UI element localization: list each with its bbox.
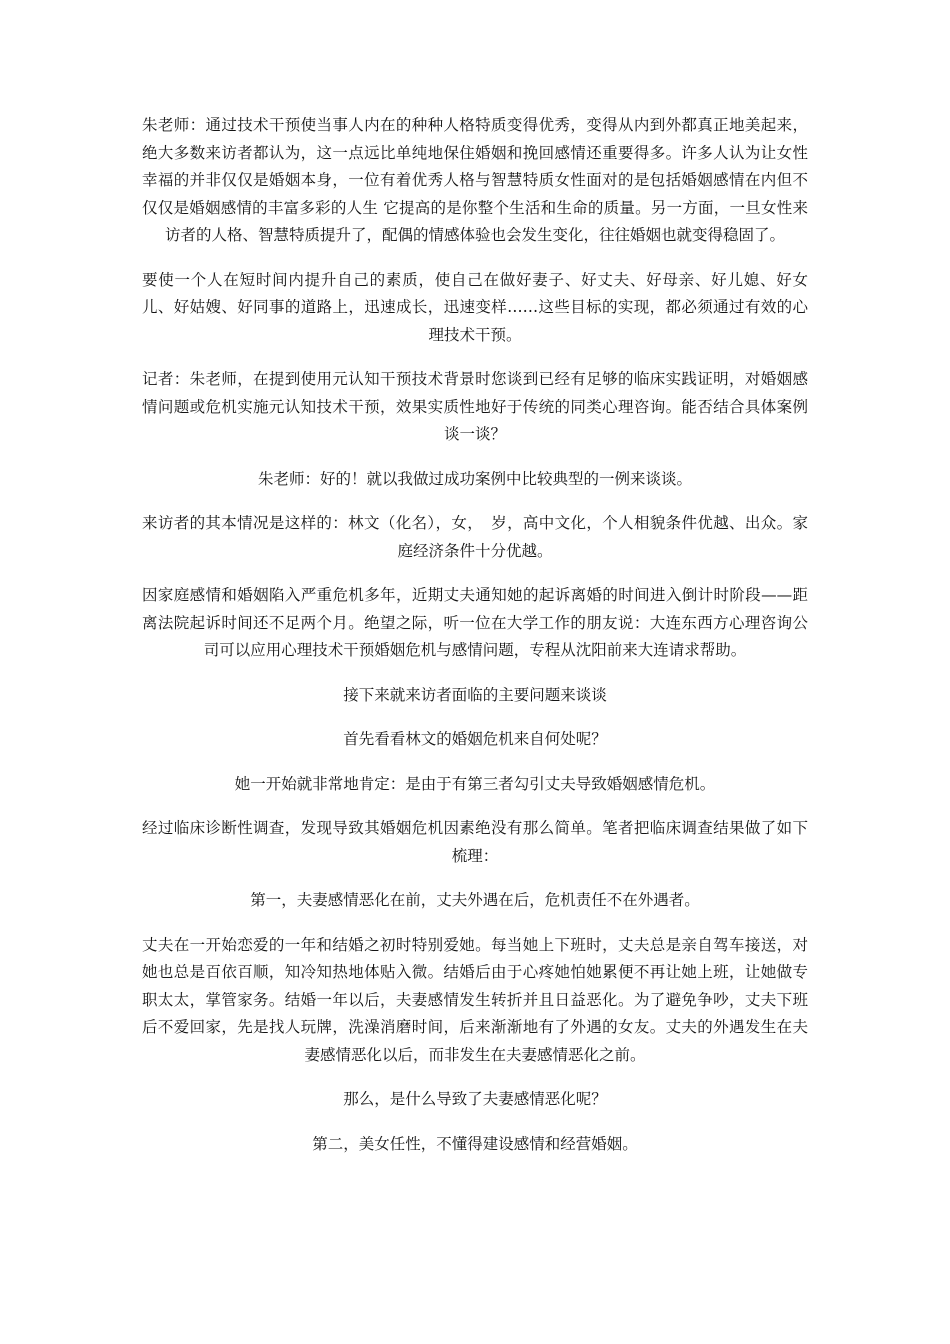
paragraph: 接下来就来访者面临的主要问题来谈谈 (343, 685, 607, 704)
document-page (142, 112, 808, 1175)
paragraph: 记者：朱老师，在提到使用元认知干预技术背景时您谈到已经有足够的临床实践证明，对婚姻感情问题或危机实施元认知技术干预，效果实质性地好于传统的同类心理咨询。能否结合具体案例谈一谈？ (142, 370, 808, 443)
paragraph: 首先看看林文的婚姻危机来自何处呢？ (343, 730, 607, 748)
paragraph: 要使一个人在短时间内提升自己的素质，使自己在做好妻子、好丈夫、好母亲、好儿媳、好女儿、好姑嫂、好同事的道路上，迅速成长，迅速变样……这些目标的实现，都必须通过有效的心理技术干预。 (142, 270, 808, 344)
paragraph: 来访者的其本情况是这样的：林文（化名），女， 岁，高中文化，个人相貌条件优越、出众。家庭经济条件十分优越。 (142, 514, 808, 560)
paragraph: 第一，夫妻感情恶化在前，丈夫外遇在后，危机责任不在外遇者。 (250, 891, 700, 909)
paragraph: 那么，是什么导致了夫妻感情恶化呢？ (343, 1090, 607, 1108)
paragraph: 她一开始就非常地肯定：是由于有第三者勾引丈夫导致婚姻感情危机。 (234, 774, 716, 793)
paragraph: 第二，美女任性，不懂得建设感情和经营婚姻。 (312, 1134, 638, 1153)
paragraph: 丈夫在一开始恋爱的一年和结婚之初时特别爱她。每当她上下班时，丈夫总是亲自驾车接送，对她也总是百依百顺，知冷知热地体贴入微。结婚后由于心疼她怕她累便不再让她上班，让她做专职太太，掌管家务。结婚一年以后，夫妻感情发生转折并且日益恶化。为了避免争吵，丈夫下班后不爱回家，先是找人玩牌，洗澡消磨时间，后来渐渐地有了外遇的女友。丈夫的外遇发生在夫妻感情恶化以后，而非发生在夫妻感情恶化之前。 (142, 935, 808, 1064)
paragraph: 朱老师：通过技术干预使当事人内在的种种人格特质变得优秀，变得从内到外都真正地美起来，绝大多数来访者都认为，这一点远比单纯地保住婚姻和挽回感情还重要得多。许多人认为让女性幸福的并非仅仅是婚姻本身，一位有着优秀人格与智慧特质女性面对的是包括婚姻感情在内但不仅仅是婚姻感情的丰富多彩的人生 它提高的是你整个生活和生命的质量。另一方面，一旦女性来访者的人格、智慧特质提升了，配偶的情感体验也会发生变化，往往婚姻也就变得稳固了。 (142, 116, 808, 244)
paragraph: 朱老师：好的！就以我做过成功案例中比较典型的一例来谈谈。 (257, 469, 692, 488)
paragraph: 经过临床诊断性调查，发现导致其婚姻危机因素绝没有那么简单。笔者把临床调查结果做了如下梳理： (142, 819, 808, 865)
paragraph: 因家庭感情和婚姻陷入严重危机多年，近期丈夫通知她的起诉离婚的时间进入倒计时阶段——距离法院起诉时间还不足两个月。绝望之际，听一位在大学工作的朋友说：大连东西方心理咨询公司可以应用心理技术干预婚姻危机与感情问题，专程从沈阳前来大连请求帮助。 (142, 586, 808, 659)
